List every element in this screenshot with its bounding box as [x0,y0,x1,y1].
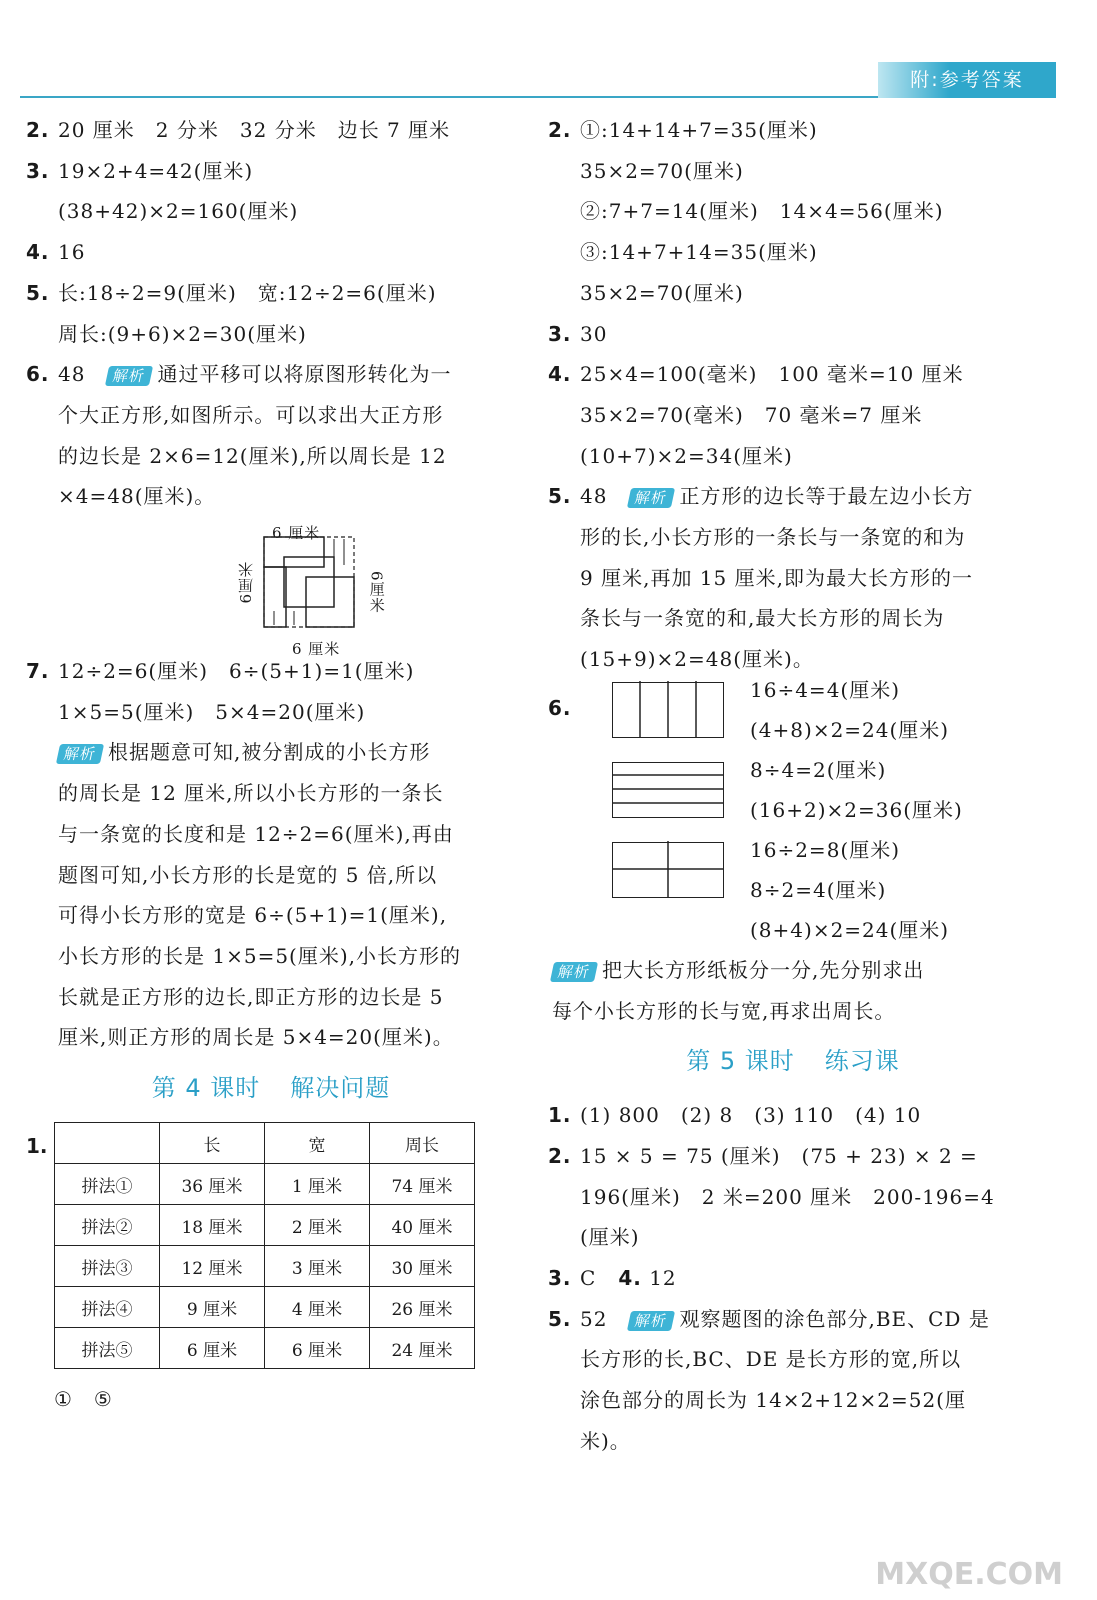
section-title-lesson-4 [26,1068,516,1108]
analysis-line: 条长与一条宽的和,最大长方形的周长为 [580,606,945,631]
answer-line: 周长:(9+6)×2=30(厘米) [58,321,307,346]
answer-line: 35×2=70(毫米) 70 毫米=7 厘米 [580,402,923,427]
analysis-line [58,354,516,395]
q-number: 4. [26,240,50,265]
table-row [55,1287,475,1328]
table-cell: 74 厘米 [370,1164,475,1205]
table-row [55,1205,475,1246]
answer-line: 20 厘米 2 分米 32 分米 边长 7 厘米 [58,118,451,142]
table-cell: 拼法⑤ [55,1328,160,1369]
q-number: 1. [548,1103,572,1128]
answer-line: (1) 800 (2) 8 (3) 110 (4) 10 [580,1103,922,1128]
q5-right [548,476,1038,680]
table-footer [26,1379,516,1420]
header-rule [20,96,880,98]
answer-line: (16+2)×2=36(厘米) [750,797,963,822]
answer-line: ①:14+14+7=35(厘米) [580,118,818,142]
header-cell: 周长 [370,1123,475,1164]
q-number: 3. [26,158,50,183]
table-cell: 9 厘米 [160,1287,265,1328]
analysis-badge: 解析 [627,1311,675,1331]
answer-key-tag: 附:参考答案 [878,62,1056,98]
answer-value: C [580,1266,597,1291]
analysis-line [580,476,1038,517]
table-cell: 拼法④ [55,1287,160,1328]
translation-figure [234,521,386,659]
q2-left [26,110,516,151]
answer-line: (10+7)×2=34(厘米) [580,443,793,468]
q6-right [548,677,1038,1031]
analysis-text: 把大长方形纸板分一分,先分别求出 [602,957,925,982]
answer-line: (8+4)×2=24(厘米) [750,917,950,942]
table-question [26,1122,516,1420]
answer-line: (厘米) [580,1225,640,1250]
analysis-line: 每个小长方形的长与宽,再求出周长。 [552,998,896,1023]
table-cell: 拼法① [55,1164,160,1205]
table-cell: 36 厘米 [160,1164,265,1205]
rect-horizontal-split [612,762,724,818]
answer-line: 16÷4=4(厘米) [750,677,901,702]
q-number: 2. [26,118,50,142]
analysis-line: 可得小长方形的宽是 6÷(5+1)=1(厘米), [58,903,448,928]
watermark: MXQE.COM [875,1557,1063,1592]
label-left: 6厘米 [237,561,255,604]
answer-value: 48 [580,484,608,509]
answer-line: 15 × 5 = 75 (厘米) (75 + 23) × 2 = [580,1143,978,1168]
analysis-line: 小长方形的长是 1×5=5(厘米),小长方形的 [58,943,462,968]
analysis-text: 根据题意可知,被分割成的小长方形 [108,740,431,765]
answer-line: 30 [580,321,608,346]
answer-line: 35×2=70(厘米) [580,280,744,305]
answer-value: 48 [58,362,86,387]
q3-left [26,151,516,232]
answer-value: 52 [580,1306,608,1331]
lesson-name: 练习课 [824,1047,900,1076]
analysis-line: 长就是正方形的边长,即正方形的边长是 5 [58,984,444,1009]
left-column [26,110,516,1420]
analysis-line: (15+9)×2=48(厘米)。 [580,647,814,672]
answer-line: 25×4=100(毫米) 100 毫米=10 厘米 [580,362,964,387]
q4-left [26,232,516,273]
answer-line: 长:18÷2=9(厘米) 宽:12÷2=6(厘米) [58,280,437,305]
q-number: 1. [26,1134,48,1159]
analysis-line: 涂色部分的周长为 14×2+12×2=52(厘 [580,1388,966,1413]
answer-line: (4+8)×2=24(厘米) [750,717,950,742]
table-cell: 2 厘米 [265,1205,370,1246]
q-number: 2. [548,118,572,142]
p1-right [548,1095,1038,1136]
analysis-line [552,950,1038,991]
table-row [55,1164,475,1205]
table-cell: 4 厘米 [265,1287,370,1328]
analysis-line: 的周长是 12 厘米,所以小长方形的一条长 [58,781,444,806]
label-bottom: 6 厘米 [292,640,341,659]
split-lines [612,681,724,737]
q-number: 4. [548,362,572,387]
q-number: 7. [26,659,50,684]
answer-line: 8÷2=4(厘米) [750,877,887,902]
analysis-line: 9 厘米,再加 15 厘米,即为最大长方形的一 [580,565,973,590]
analysis-line: 长方形的长,BC、DE 是长方形的宽,所以 [580,1347,962,1372]
lesson-number: 第 5 课时 [686,1047,795,1076]
split-lines [612,841,724,897]
table-row [55,1246,475,1287]
table-cell: 24 厘米 [370,1328,475,1369]
analysis-text: 观察题图的涂色部分,BE、CD 是 [679,1306,990,1331]
analysis-text: 通过平移可以将原图形转化为一 [157,362,452,387]
answer-line: ②:7+7=14(厘米) 14×4=56(厘米) [580,199,944,224]
header-cell: 宽 [265,1123,370,1164]
table-cell: 12 厘米 [160,1246,265,1287]
analysis-line: 厘米,则正方形的周长是 5×4=20(厘米)。 [58,1025,454,1050]
analysis-line: 与一条宽的长度和是 12÷2=6(厘米),再由 [58,821,454,846]
answer-table [54,1122,475,1369]
q-number: 3. [548,1266,572,1291]
analysis-badge: 解析 [627,488,675,508]
answer-line: 35×2=70(厘米) [580,158,744,183]
answer-line: ① ⑤ [54,1387,113,1412]
answer-line: (38+42)×2=160(厘米) [58,199,299,224]
q3-right [548,314,1038,355]
answer-line: 16 [58,240,86,265]
answer-line: 1×5=5(厘米) 5×4=20(厘米) [58,699,366,724]
label-right: 6厘米 [367,571,386,614]
q-number: 3. [548,321,572,346]
lesson-number: 第 4 课时 [151,1074,261,1103]
q-number: 6. [26,362,50,387]
table-cell: 18 厘米 [160,1205,265,1246]
answer-value: 12 [649,1266,677,1291]
q7-left [26,651,516,1058]
table-cell: 拼法③ [55,1246,160,1287]
analysis-badge: 解析 [105,366,153,386]
q-number: 2. [548,1143,572,1168]
answer-line: 196(厘米) 2 米=200 厘米 200-196=4 [580,1184,995,1209]
answer-line: 12÷2=6(厘米) 6÷(5+1)=1(厘米) [58,659,415,684]
table-header-row [55,1123,475,1164]
q-number: 5. [26,280,50,305]
q4-right [548,354,1038,476]
table-cell: 40 厘米 [370,1205,475,1246]
table-cell: 6 厘米 [160,1328,265,1369]
answer-line: 8÷4=2(厘米) [750,757,887,782]
analysis-line: 的边长是 2×6=12(厘米),所以周长是 12 [58,443,447,468]
header-cell: 长 [160,1123,265,1164]
table-cell: 30 厘米 [370,1246,475,1287]
label-top: 6 厘米 [272,524,321,543]
analysis-line [580,1299,1038,1340]
q-number: 4. [618,1266,642,1291]
analysis-line: ×4=48(厘米)。 [58,484,216,509]
analysis-line [58,732,516,773]
q-number: 5. [548,1306,572,1331]
analysis-line: 个大正方形,如图所示。可以求出大正方形 [58,402,444,427]
answer-line: ③:14+7+14=35(厘米) [580,240,818,265]
analysis-text: 正方形的边长等于最左边小长方 [679,484,974,509]
p3-p4-right [548,1258,1038,1299]
answer-line: 19×2+4=42(厘米) [58,158,254,183]
q-number: 5. [548,484,572,509]
answer-line: 16÷2=8(厘米) [750,837,901,862]
rectangles-figure [580,677,1038,950]
table-cell: 3 厘米 [265,1246,370,1287]
table-cell: 6 厘米 [265,1328,370,1369]
section-title-lesson-5 [548,1041,1038,1081]
p2-right [548,1136,1038,1258]
split-lines [612,761,724,817]
p5-right [548,1299,1038,1462]
table-row [55,1328,475,1369]
header-cell [55,1123,160,1164]
analysis-badge: 解析 [550,962,598,982]
analysis-badge: 解析 [56,744,104,764]
table-cell: 拼法② [55,1205,160,1246]
q-number: 6. [548,695,572,720]
lesson-name: 解决问题 [290,1074,391,1103]
q5-left [26,273,516,354]
q6-left [26,354,516,659]
right-column [548,110,1038,1462]
analysis-line: 题图可知,小长方形的长是宽的 5 倍,所以 [58,862,438,887]
analysis-line: 形的长,小长方形的一条长与一条宽的和为 [580,525,966,550]
q2-right [548,110,1038,314]
analysis-line: 米)。 [580,1428,631,1453]
table-cell: 1 厘米 [265,1164,370,1205]
table-cell: 26 厘米 [370,1287,475,1328]
rect-quarter-split [612,842,724,898]
rect-vertical-split [612,682,724,738]
